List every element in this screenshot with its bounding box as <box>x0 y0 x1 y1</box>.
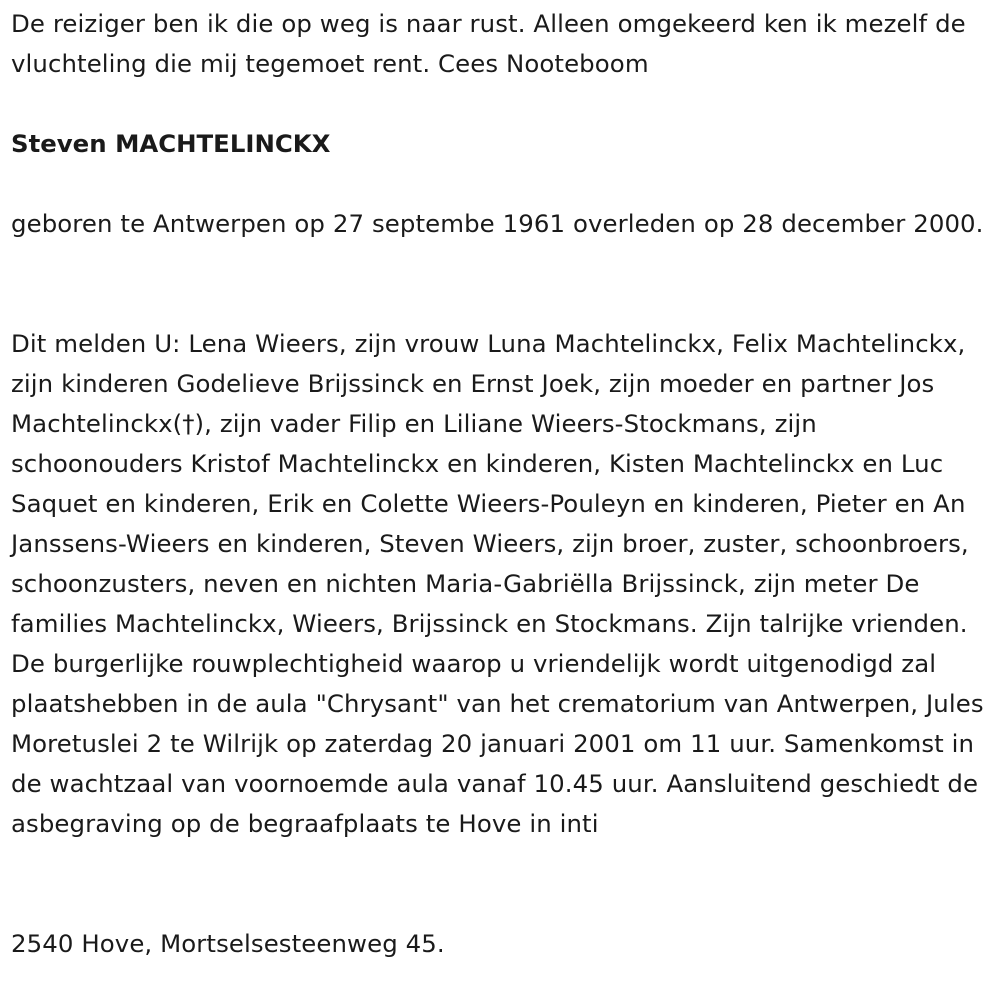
obituary-document <box>11 4 995 964</box>
epigraph-quote: De reiziger ben ik die op weg is naar rust. Alleen omgekeerd ken ik mezelf de vluchteling die mij tegemoet rent. Cees Nooteboom <box>11 9 966 78</box>
spacer <box>11 884 995 924</box>
deceased-name: Steven MACHTELINCKX <box>11 129 331 158</box>
address-line: 2540 Hove, Mortselsesteenweg 45. <box>11 929 445 958</box>
spacer <box>11 284 995 324</box>
birth-death-dates: geboren te Antwerpen op 27 septembe 1961 overleden op 28 december 2000. <box>11 209 984 238</box>
spacer <box>11 164 995 204</box>
spacer <box>11 84 995 124</box>
announcement-text: Dit melden U: Lena Wieers, zijn vrouw Luna Machtelinckx, Felix Machtelinckx, zijn kinderen Godelieve Brijssinck en Ernst Joek, zijn moeder en partner Jos Machtelinckx(†), zijn vader Filip en Liliane Wieers-Stockmans, zijn schoonouders Kristof Machtelinckx en kinderen, Kisten Machtelinckx en Luc Saquet en kinderen, Erik en Colette Wieers-Pouleyn en kinderen, Pieter en An Janssens-Wieers en kinderen, Steven Wieers, zijn broer, zuster, schoonbroers, schoonzusters, neven en nichten Maria-Gabriëlla Brijssinck, zijn meter De families Machtelinckx, Wieers, Brijssinck en Stockmans. Zijn talrijke vrienden. De burgerlijke rouwplechtigheid waarop u vriendelijk wordt uitgenodigd zal plaatshebben in de aula "Chrysant" van het crematorium van Antwerpen, Jules Moretuslei 2 te Wilrijk op zaterdag 20 januari 2001 om 11 uur. Samenkomst in de wachtzaal van voornoemde aula vanaf 10.45 uur. Aansluitend geschiedt de asbegraving op de begraafplaats te Hove in inti <box>11 329 984 838</box>
